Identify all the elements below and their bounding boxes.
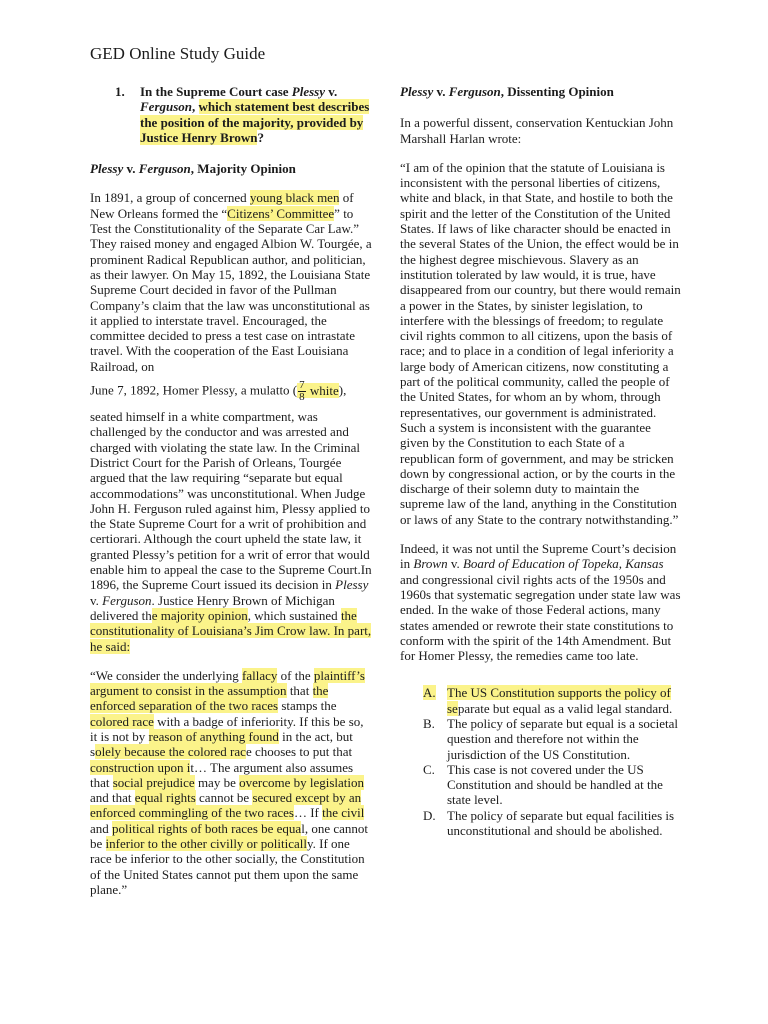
question-1 xyxy=(90,84,373,145)
right-column xyxy=(400,84,682,838)
text: e chooses to put that xyxy=(245,744,353,760)
answer-option-a[interactable] xyxy=(400,685,682,716)
text: v. xyxy=(90,592,103,608)
text: June 7, 1892, Homer Plessy, a mulatto ( xyxy=(90,382,298,398)
highlight: plaintiff’s argument to consist in the assumption xyxy=(90,667,365,699)
answer-text: The policy of separate but equal facilities is unconstitutional and should be abolished. xyxy=(447,807,675,839)
highlight: which statement best describes the position of the majority, provided by Justice Henry Brown xyxy=(140,99,370,145)
majority-paragraph-1 xyxy=(90,190,373,374)
highlight: social prejudice xyxy=(112,774,195,790)
case-name: Ferguson xyxy=(138,161,191,177)
answer-letter xyxy=(400,685,447,716)
answer-option-d[interactable] xyxy=(400,808,682,839)
text: y. If one race be inferior to the other socially, the Constitution of the United States cannot put them upon the same plane.” xyxy=(90,836,365,897)
case-name: Plessy xyxy=(291,84,325,99)
case-name: Plessy xyxy=(90,161,124,177)
dissent-aftermath xyxy=(400,541,682,663)
fraction-denominator: 8 xyxy=(299,391,305,404)
heading-part: v. xyxy=(433,84,449,99)
answer-choices xyxy=(400,685,682,838)
text: . Justice Henry Brown of Michigan delivered th xyxy=(90,592,335,623)
highlight: construction upon i xyxy=(90,759,191,775)
highlight: political rights of both races be equa xyxy=(112,820,302,836)
dissent-heading xyxy=(400,84,682,99)
answer-text: This case is not covered under the US Constitution and should be handled at the state level. xyxy=(447,761,663,808)
text: “We consider the underlying xyxy=(90,667,243,683)
text: of the xyxy=(277,667,314,683)
question-part: In the Supreme Court case xyxy=(140,84,292,99)
text: stamps the xyxy=(278,698,337,714)
highlight: The US Constitution supports the policy of se xyxy=(447,685,671,716)
text: and that xyxy=(90,790,135,806)
text: l, one cannot be xyxy=(90,820,368,852)
dissent-intro: In a powerful dissent, conservation Kentuckian John Marshall Harlan wrote: xyxy=(400,115,674,146)
fraction-numerator: 7 xyxy=(299,379,305,392)
dissent-quote: “I am of the opinion that the statute of Louisiana is inconsistent with the personal liberties of citizens, white and black, in that State, and hostile to both the spirit and the letter of the Constitution of the United States. If laws of like character should be enacted in the several States of the Union, the effect would be in the highest degree mischievous. Slavery as an institution tolerated by law would, it is true, have disappeared from our country, but there would remain a power in the States, by sinister legislation, to interfere with the blessings of freedom; to regulate civil rights common to all citizens, upon the basis of race; and to place in a condition of legal inferiority a large body of American citizens, now constituting a part of the political community, called the people of the United States, for whom an by whom, through representatives, our government is administrated. Such a system is inconsistent with the guarantee given by the Constitution to each State of a republican form of government, and may be stricken down by congressional action, or by the courts in the discharge of their solemn duty to maintain the supreme law of the land, anything in the Constitution or laws of any State to the contrary notwithstanding.” xyxy=(400,159,681,527)
question-part: ? xyxy=(257,129,264,145)
case-name: Plessy xyxy=(400,84,434,99)
highlight: the enforced separation of the two races xyxy=(90,683,329,714)
answer-option-b[interactable] xyxy=(400,716,682,762)
heading-part: v. xyxy=(123,161,139,177)
highlight: overcome by legislation xyxy=(239,774,365,790)
case-name: Board of Education of Topeka, Kansas xyxy=(462,556,664,572)
case-name: Ferguson xyxy=(140,99,193,115)
page-title: GED Online Study Guide xyxy=(90,44,266,63)
majority-paragraph-3 xyxy=(90,409,373,654)
text: ), xyxy=(338,382,347,398)
question-text xyxy=(140,84,373,145)
left-column xyxy=(90,84,373,897)
highlight-text: white xyxy=(306,382,339,398)
fraction xyxy=(298,380,306,403)
text: t… The argument also assumes that xyxy=(90,759,354,790)
highlight xyxy=(297,379,339,404)
answer-letter: C. xyxy=(423,761,435,777)
text: parate but equal as a valid legal standard. xyxy=(457,700,673,716)
text: may be xyxy=(194,774,240,790)
text: In 1891, a group of concerned xyxy=(90,190,250,206)
question-part: v. xyxy=(325,84,338,99)
text: of New Orleans formed the “ xyxy=(90,190,354,221)
majority-quote xyxy=(90,668,373,897)
text: Indeed, it was not until the Supreme Court’s decision in xyxy=(400,541,677,572)
answer-letter: D. xyxy=(423,807,436,823)
highlight: colored race xyxy=(90,713,154,729)
highlight: Citizens’ Committee xyxy=(227,205,335,221)
case-name: Ferguson xyxy=(448,84,501,99)
text: in the act, but s xyxy=(90,728,353,760)
highlight: equal rights xyxy=(134,790,196,806)
text: v. xyxy=(447,556,463,572)
heading-part: , Majority Opinion xyxy=(190,161,296,177)
question-number: 1. xyxy=(115,84,125,99)
highlight: young black men xyxy=(249,190,340,206)
majority-heading xyxy=(90,161,373,176)
heading-part: , Dissenting Opinion xyxy=(500,84,614,99)
answer-option-c[interactable] xyxy=(400,762,682,808)
highlight: e majority opinion xyxy=(151,607,248,623)
answer-text xyxy=(447,685,682,716)
highlight: reason of anything found xyxy=(148,728,279,744)
highlight: olely because the colored rac xyxy=(95,744,246,760)
text: , which sustained xyxy=(247,607,341,623)
case-name: Plessy xyxy=(335,577,369,593)
highlight: secured except by an enforced commingling of the two races xyxy=(90,790,362,821)
text: that xyxy=(286,683,313,699)
highlight: inferior to the other civilly or politicall xyxy=(105,836,307,852)
text: … If xyxy=(293,805,323,821)
question-part: , xyxy=(192,99,199,115)
text: and xyxy=(90,820,113,836)
text: ” to Test the Constitutionality of the Separate Car Law.” They raised money and engaged Albion W. Tourgée, a prominent Radical Republican author, and politician, as their lawyer. On May 15, 1892, the Louisiana State Supreme Court decided in favor of the Pullman Company’s claim that the law was unconstitutional as it applied to interstate travel. Encouraged, the committee decided to press a test case on intrastate travel. With the cooperation of the East Louisiana Railroad, on xyxy=(90,205,372,374)
case-name: Ferguson xyxy=(102,592,152,608)
text: cannot be xyxy=(195,790,253,806)
highlight: the civil xyxy=(322,805,365,821)
text: and congressional civil rights acts of the 1950s and 1960s that systematic segregation under state law was ended. In the wake of those Federal actions, many states amended or rewrote their state constitutions to conform with the spirit of the 14th Amendment. But for Homer Plessy, the remedies came too late. xyxy=(400,571,681,664)
majority-paragraph-2 xyxy=(90,380,373,403)
text: seated himself in a white compartment, was challenged by the conductor and was arrested and charged with violating the state law. In the Criminal District Court for the Parish of Orleans, Tourgée argued that the law requiring “separate but equal accommodations” was unconstitutional. When Judge John H. Ferguson ruled against him, Plessy applied to the State Supreme Court for a writ of prohibition and certiorari. Although the court upheld the state law, it granted Plessy’s petition for a writ of error that would enable him to appeal the case to the Supreme Court.In 1896, the Supreme Court issued its decision in xyxy=(90,409,372,593)
highlight: A. xyxy=(423,685,436,701)
highlight: the constitutionality of Louisiana’s Jim Crow law. In part, he said: xyxy=(90,607,372,654)
case-name: Brown xyxy=(413,556,448,572)
answer-letter: B. xyxy=(423,715,435,731)
text: with a badge of inferiority. If this be so, it is not by xyxy=(90,713,364,744)
answer-text: The policy of separate but equal is a societal question and therefore not within the jurisdiction of the US Constitution. xyxy=(447,715,679,762)
highlight: fallacy xyxy=(242,667,278,683)
